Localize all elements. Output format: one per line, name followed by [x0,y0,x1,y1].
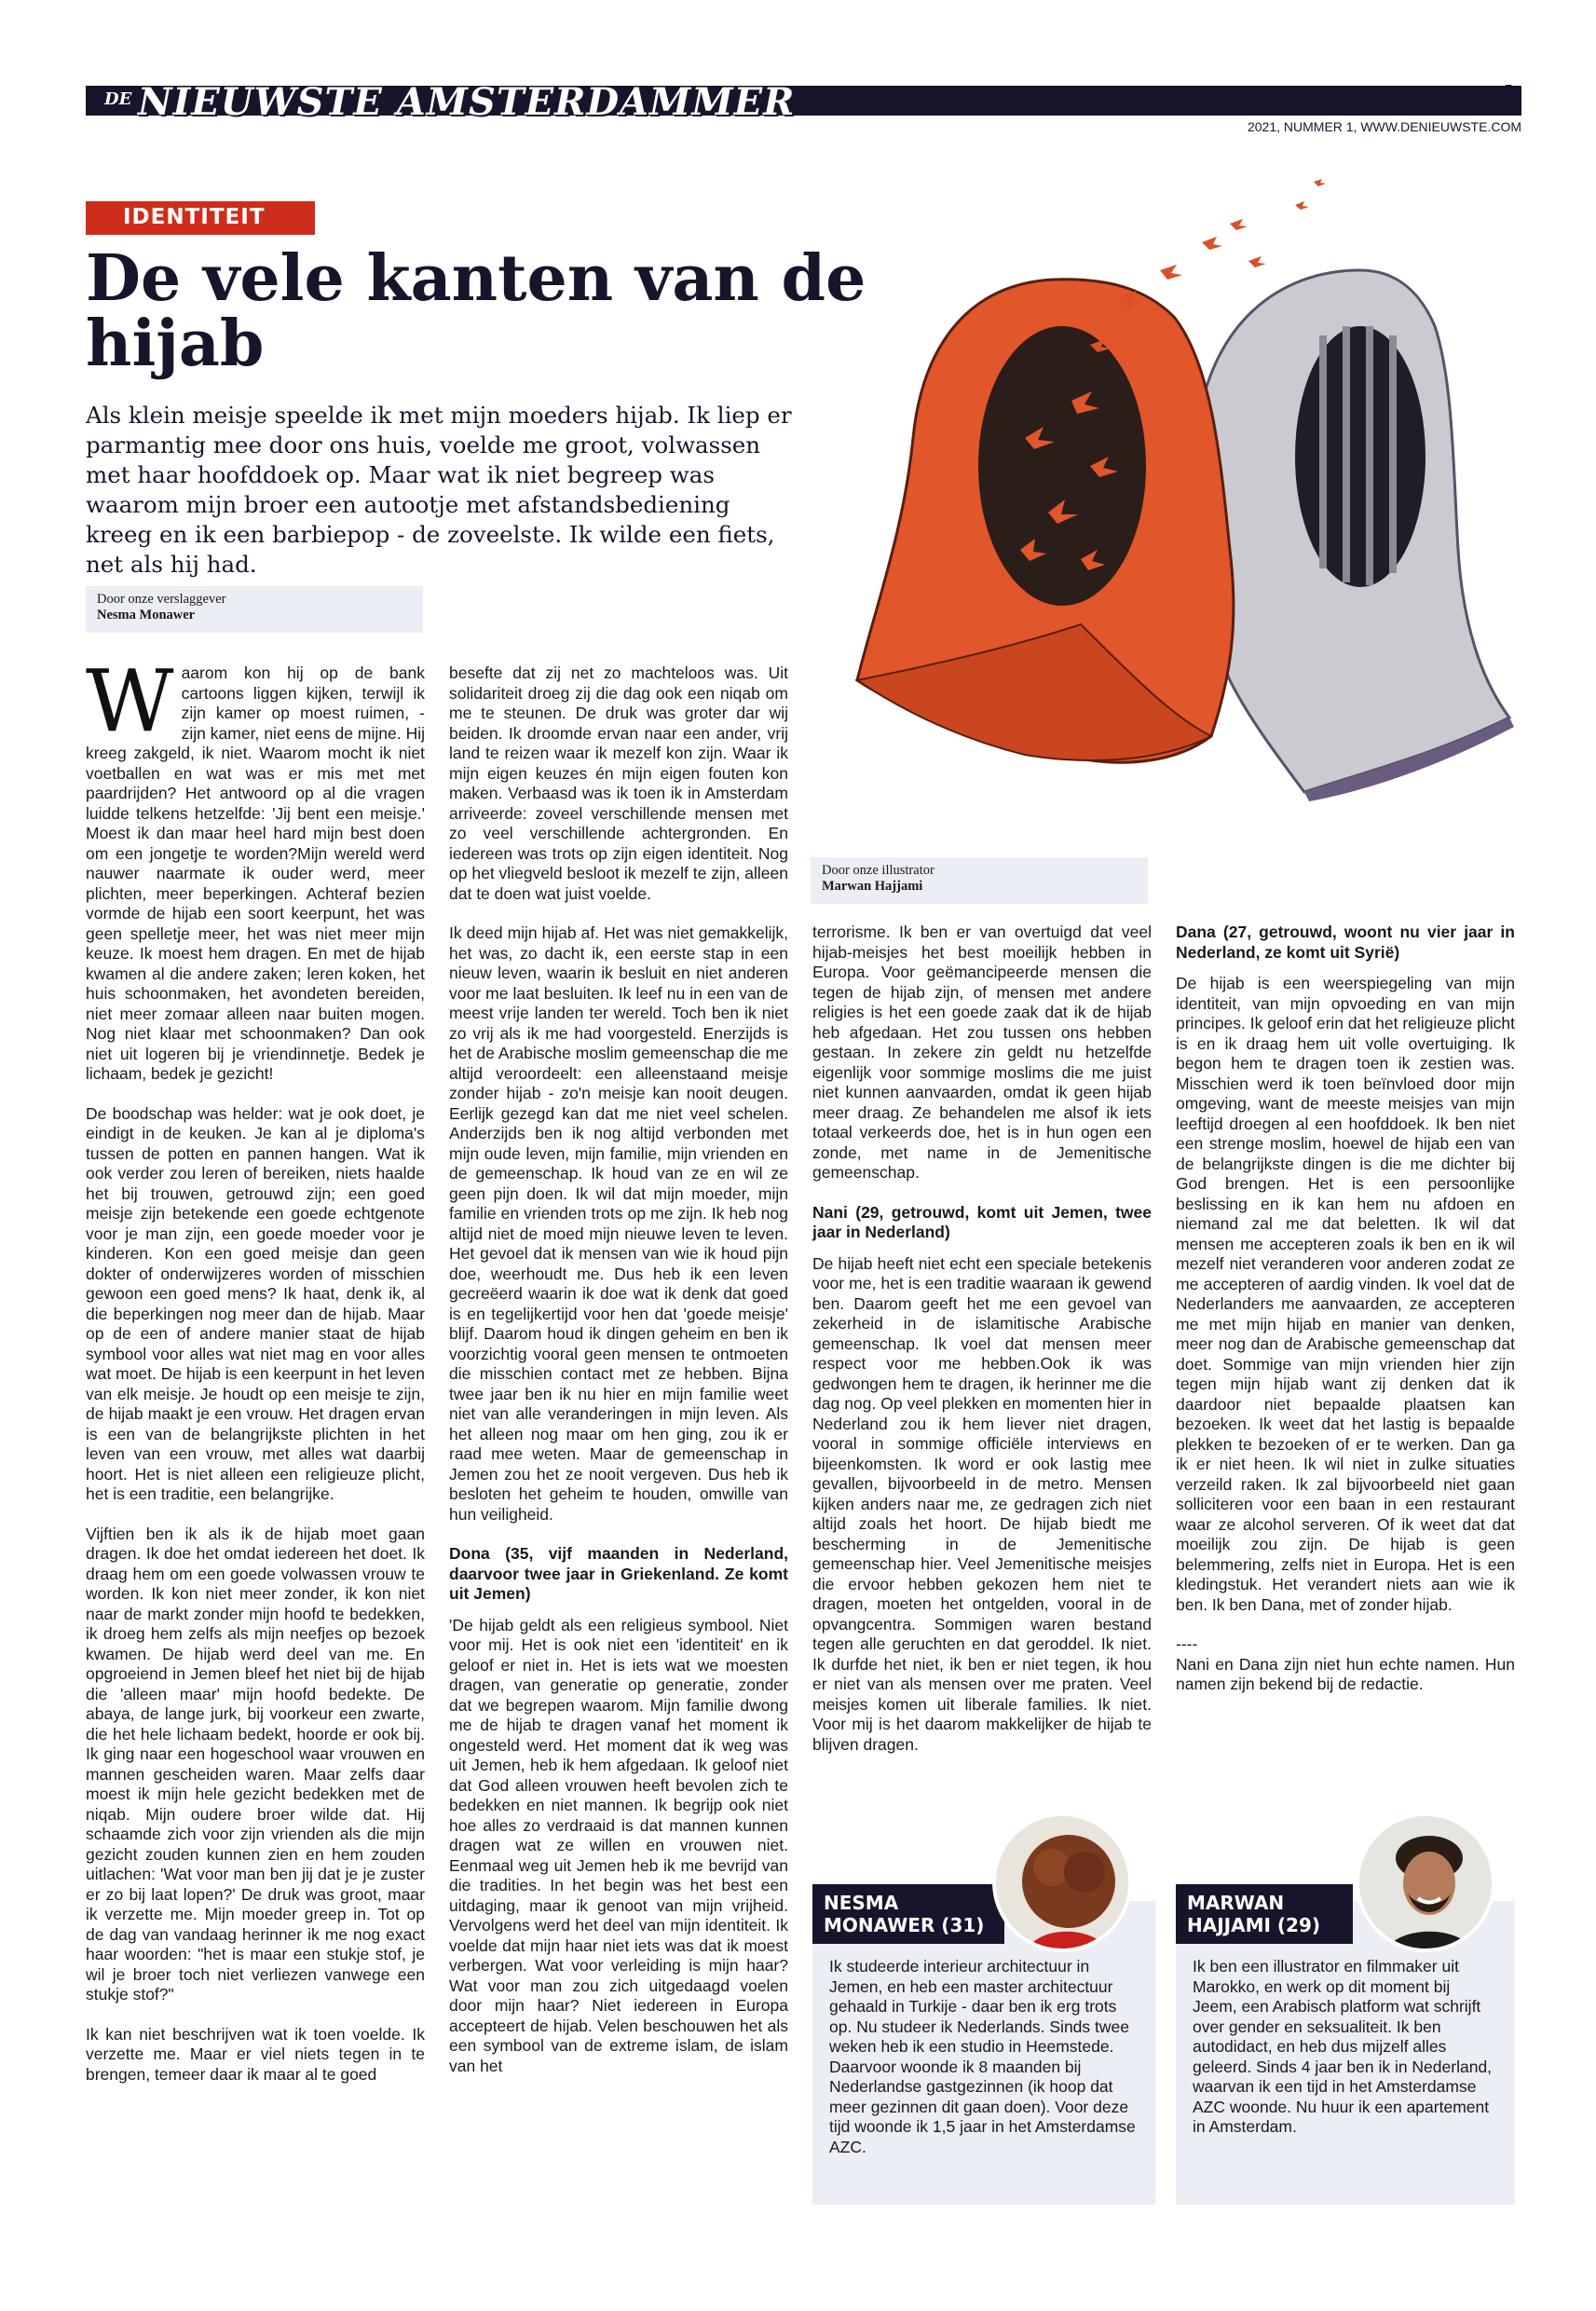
illustrator-byline [811,857,1148,904]
byline-label: Door onze verslaggever [97,592,226,607]
avatar [1356,1812,1495,1952]
paragraph: De hijab is een weerspiegeling van mijn identiteit, van mijn opvoeding en van mijn principes. Ik geloof erin dat het religieuze plicht is en ik draag hem uit volle overtuiging. Ik begon hem te dragen toen ik zestien was. Misschien werd ik toen beïnvloed door mijn omgeving, want de meeste meisjes van mijn leeftijd droegen al een hoofddoek. Ik ben niet een strenge moslim, hoewel de hijab een van de belangrijkste dingen is die me dichter bij God brengen. Het is een persoonlijke beslissing en ik kan hem nu afdoen en niemand zal me dat beletten. Ik wil dat mensen me accepteren zoals ik ben en ik wil mezelf niet veranderen voor anderen zodat ze me accepteren of aardig vinden. Ik voel dat de Nederlanders me aanvaarden, ze accepteren me met mijn hijab en manier van denken, meer nog dan de Arabische gemeenschap dat doet. Sommige van mijn vrienden hier zijn tegen mijn hijab want zij denken dat ik daardoor niet bepaalde plaatsen kan bezoeken. Ik weet dat het lastig is bepaalde plekken te bezoeken of er te werken. Dan ga ik er niet heen. Ik wil niet in zulke situaties verzeild raken. Ik zal bijvoorbeeld niet gaan solliciteren voor een baan in een restaurant waar ze alcohol serveren. Of ik weet dat dat moeilijk zou zijn. De hijab is geen belemmering, zelfs niet in Europa. Het is een kledingstuk. Het verandert niets aan wie ik ben. Ik ben Dana, met of zonder hijab. [1176,974,1515,1614]
page-number: 4 [1496,80,1516,113]
author-byline [86,586,423,633]
section-kicker: IDENTITEIT [86,201,315,235]
paragraph: terrorisme. Ik ben er van overtuigd dat veel hijab-meisjes het best moeilijk hebben in Europa. Voor geëmancipeerde mensen die tegen de hijab zijn, of mensen met andere religies is het een goede zaak dat ik de hijab heb afgedaan. Het zou tussen ons hebben gestaan. In zekere zin geldt nu hetzelfde eigenlijk voor sommige moslims die me juist niet kunnen aanvaarden, omdat ik geen hijab meer draag. Ze behandelen me alsof ik iets totaal verkeerds doe, het is in hun ogen een zonde, met name in de Jemenitische gemeenschap. [812,923,1152,1182]
article-column-4 [1176,923,1515,1695]
paragraph: Waarom kon hij op de bank cartoons liggen kijken, terwijl ik zijn kamer op moest ruimen, - zijn kamer, niet eens de mijne. Hij kreeg zakgeld, ik niet. Waarom mocht ik niet voetballen en wat was er mis met met paardrijden? Het antwoord op al die vragen luidde telkens hetzelfde: 'Jij bent een meisje.' Moest ik dan maar heel hard mijn best doen om een jongetje te worden?Mijn wereld werd nauwer naarmate ik ouder werd, meer plichten, meer beperkingen. Achteraf bezien vormde de hijab een soort keerpunt, het was geen spelletje meer, het was niet meer mijn keuze. Ik moest hem dragen. En met de hijab kwamen al die andere zaken; leren koken, het huis schoonmaken, het avondeten bereiden, niet meer zomaar alleen naar buiten mogen. Nog niet klaar met schoonmaken? Dan ook niet uit logeren bij je vriendinnetje. Bedek je lichaam, bedek je gezicht! [86,651,425,1083]
author-bio: Ik studeerde interieur architectuur in Jemen, en heb een master architectuur gehaald in Turkije - daar ben ik erg trots op. Nu studeer ik Nederlands. Sinds twee weken heb ik een studio in Heemstede. Daarvoor woonde ik 8 maanden bij Nederlandse gastgezinnen (ik hoop dat meer gezinnen dit gaan doen). Voor deze tijd woonde ik 1,5 jaar in het Amsterdamse AZC. [829,1957,1136,2156]
article-column-2 [449,663,788,2076]
article-lead: Als klein meisje speelde ik met mijn moeders hijab. Ik liep er parmantig mee door ons huis, voelde me groot, volwassen met haar hoofddoek op. Maar wat ik niet begreep was waarom mijn broer een autootje met afstandsbediening kreeg en ik een barbiepop - de zoveelste. Ik wilde een fiets, net als hij had. [86,402,792,578]
interview-subheading: Nani (29, getrouwd, komt uit Jemen, twee jaar in Nederland) [812,1202,1152,1241]
paragraph: De hijab heeft niet echt een speciale betekenis voor me, het is een traditie waaraan ik gewend ben. Daarom geeft het me een gevoel van zekerheid in de islamitische Arabische gemeenschap. Ik voel dat mensen meer respect voor me hebben.Ook ik was gedwongen hem te dragen, ik herinner me die dag nog. Op veel plekken en momenten hier in Nederland zou ik hem liever niet dragen, vooral in sommige officiële interviews en bijeenkomsten. Ik word er ook lastig mee gevallen, bijvoorbeeld in de metro. Mensen kijken anders naar me, ze gedragen zich niet altijd zoals het hoort. De hijab biedt me bescherming in de Jemenitische gemeenschap hier. Veel Jemenitische meisjes die ervoor hebben gekozen hem niet te dragen, moeten het ontgelden, vooral in de opvangcentra. Sommigen waren bestand tegen alle geruchten en dat geroddel. Ik niet. Ik durfde het niet, ik ben er niet tegen, ik hou er niet van als mensen over me praten. Veel meisjes komen uit liberale families. Ik niet. Voor mij is het daarom makkelijker de hijab te blijven dragen. [812,1253,1152,1754]
interview-subheading: Dana (27, getrouwd, woont nu vier jaar in Nederland, ze komt uit Syrië) [1176,923,1515,962]
gray-hijab-figure [1191,270,1514,801]
paragraph: Vijftien ben ik als ik de hijab moet gaan dragen. Ik doe het omdat iedereen het doet. Ik draag hem om een goede volwassen vrouw te worden. Ik kon niet meer zonder, ik kon niet naar de markt zonder mijn hoofd te bedekken, ik droeg hem zelfs als mijn neefjes op bezoek kwamen. De hijab werd deel van me. En opgroeiend in Jemen bleef het niet bij de hijab die 'alleen maar' mijn hoofd bedekte. De abaya, de lange jurk, bij voorkeur een zwarte, die het hele lichaam bedekt, hoorde er ook bij. Ik ging naar een hogeschool waar vrouwen en mannen gescheiden waren. Maar zelfs daar moest ik mijn hele gezicht bedekken met de niqab. Mijn oudere broer wilde dat. Hij schaamde zich voor zijn vrienden als die mijn gezicht zouden kunnen zien en hem zouden uitlachen: 'Wat voor man ben jij dat je je zuster er zo bij laat lopen?' De druk was groot, maar ik verzette me. Mijn moeder greep in. Tot op de dag van vandaag herinner ik me nog exact haar woorden: "het is maar een stukje stof, je wil je broer toch niet verliezen vanwege een stukje stof?" [86,1524,425,2003]
paragraph: Ik kan niet beschrijven wat ik toen voelde. Ik verzette me. Maar er viel niets tegen in te brengen, temeer daar ik maar al te goed [86,2024,425,2084]
author-bio: Ik ben een illustrator en filmmaker uit Marokko, en werk op dit moment bij Jeem, een Arabisch platform wat schrijft over gender en seksualiteit. Ik ben autodidact, en heb dus mijzelf alles geleerd. Sinds 4 jaar ben ik in Nederland, waarvan ik een tijd in het Amsterdamse AZC woonde. Nu huur ik een apartement in Amsterdam. [1193,1957,1493,2136]
illustrator-name: Marwan Hajjami [822,879,923,894]
paragraph: besefte dat zij net zo machteloos was. Uit solidariteit droeg zij die dag ook een niqab om me te steunen. De druk was groter dar wij beiden. Ik droomde ervan naar een ander, vrij land te reizen waar ik mezelf kon zijn. Waar ik mijn eigen keuzes én mijn eigen fouten kon maken. Verbaasd was ik toen ik in Amsterdam arriveerde: zoveel verschillende mensen met zo veel verschillende achtergronden. En iedereen was trots op zijn eigen identiteit. Nog op het vliegveld besloot ik mezelf te zijn, alleen dat te doen wat juist voelde. [449,663,788,903]
hijab-illustration [839,158,1537,829]
author-name-banner: MARWAN HAJJAMI (29) [1176,1884,1353,1944]
orange-hijab-figure [857,280,1234,762]
paragraph: De boodschap was helder: wat je ook doet, je eindigt in de keuken. Je kan al je diploma's tussen de potten en pannen hangen. Wat ik ook verder zou leren of bereiken, niets haalde het bij trouwen, getrouwd zijn; een goed meisje zijn betekende een goede echtgenote voor je man zijn, een goede moeder voor je kinderen. Kon een goed meisje dan geen dokter of onderwijzeres worden of misschien gewoon een goed mens? Ik haat, denk ik, al die beperkingen nog meer dan de hijab. Maar op de een of andere manier staat de hijab symbool voor alles wat niet mag en voor alles wat moet. De hijab is een keerpunt in het leven van elk meisje. Je houdt op een meisje te zijn, de hijab maakt je een vrouw. Het dragen ervan is een van de belangrijkste plichten in het leven van een vrouw, met alles wat daarbij hoort. Het is niet alleen een religieuze plicht, het is een traditie, een belangrijke. [86,1103,425,1503]
editorial-note: Nani en Dana zijn niet hun echte namen. Hun namen zijn bekend bij de redactie. [1176,1654,1515,1693]
article-column-3 [812,923,1152,1755]
interview-subheading: Dona (35, vijf maanden in Nederland, daarvoor twee jaar in Griekenland. Ze komt uit Jemen) [449,1544,788,1603]
illustrator-label: Door onze illustrator [822,863,934,878]
article-headline: De vele kanten van de hijab [86,241,866,381]
paragraph: 'De hijab geldt als een religieus symbool. Niet voor mij. Het is ook niet een 'identiteit' en ik geloof er niet in. Het is iets wat we moesten dragen, van generatie op generatie, zonder dat we begrepen waarom. Mijn familie dwong me de hijab te dragen vanaf het moment ik ongesteld werd. Het moment dat ik weg was uit Jemen, heb ik hem afgedaan. Ik geloof niet dat God alleen vrouwen heeft bevolen zich te bedekken en niet mannen. Ik begrijp ook niet hoe alles zo verdraaid is dat mannen kunnen dragen wat ze willen en vrouwen niet. Eenmaal weg uit Jemen heb ik me bevrijd van die tradities. In het begin was het best een uitdaging, maar ik genoot van mijn vrijheid. Vervolgens werd het deel van mijn identiteit. Ik voelde dat mijn haar niet iets was dat ik moest verbergen. Wat voor verleiding is mijn haar? Wat voor man zou zich uitgedaagd voelen door mijn haar? Niet iedereen in Europa accepteert de hijab. Velen beschouwen het als een symbool van de extreme islam, de islam van het [449,1615,788,2075]
separator: ---- [1176,1634,1198,1653]
issue-line: 2021, NUMMER 1, WWW.DENIEUWSTE.COM [1247,119,1521,134]
masthead-prefix: DE [104,89,132,109]
avatar [992,1812,1132,1952]
article-column-1 [86,651,425,2085]
byline-name: Nesma Monawer [97,608,196,622]
paragraph: Ik deed mijn hijab af. Het was niet gemakkelijk, het was, zo dacht ik, een eerste stap in een nieuw leven, waarin ik besluit en niet anderen voor me laat besluiten. Ik leef nu in een van de meest vrije landen ter wereld. Toch ben ik niet zo vrij als ik me had voorgesteld. Enerzijds is het de Arabische moslim gemeenschap die me altijd veroordeelt: een alleenstaand meisje zonder hijab - zo'n meisje kan nooit deugen. Eerlijk gezegd kan dat me niet veel schelen. Anderzijds ben ik nog altijd verbonden met mijn oude leven, mijn familie, mijn vrienden en de gemeenschap. Ik houd van ze en wil ze geen pijn doen. Ik wil dat mijn moeder, mijn familie en vrienden trots op me zijn. Ik heb nog altijd niet de moed mijn nieuwe leven te leven. Het gevoel dat ik mensen van wie ik houd pijn doe, weerhoudt me. Dus heb ik een leven gecreëerd waarin ik doe wat ik denk dat goed is en tegelijkertijd voor hen dat 'goede meisje' blijf. Daarom houd ik dingen geheim en ben ik voorzichtig vooral geen mensen te ontmoeten die misschien contact met ze hebben. Bijna twee jaar ben ik nu hier en mijn familie weet niet van alle veranderingen in mijn leven. Als het alleen nog maar om hen ging, zou ik er raad mee weten. Maar de gemeenschap in Jemen zou het ze nooit vergeven. Dus heb ik besloten het geheim te houden, omwille van hun veiligheid. [449,923,788,1524]
drop-cap: W [86,651,174,751]
author-name-banner: NESMA MONAWER (31) [812,1884,1004,1944]
masthead-title: NIEUWSTE AMSTERDAMMER [138,80,796,124]
